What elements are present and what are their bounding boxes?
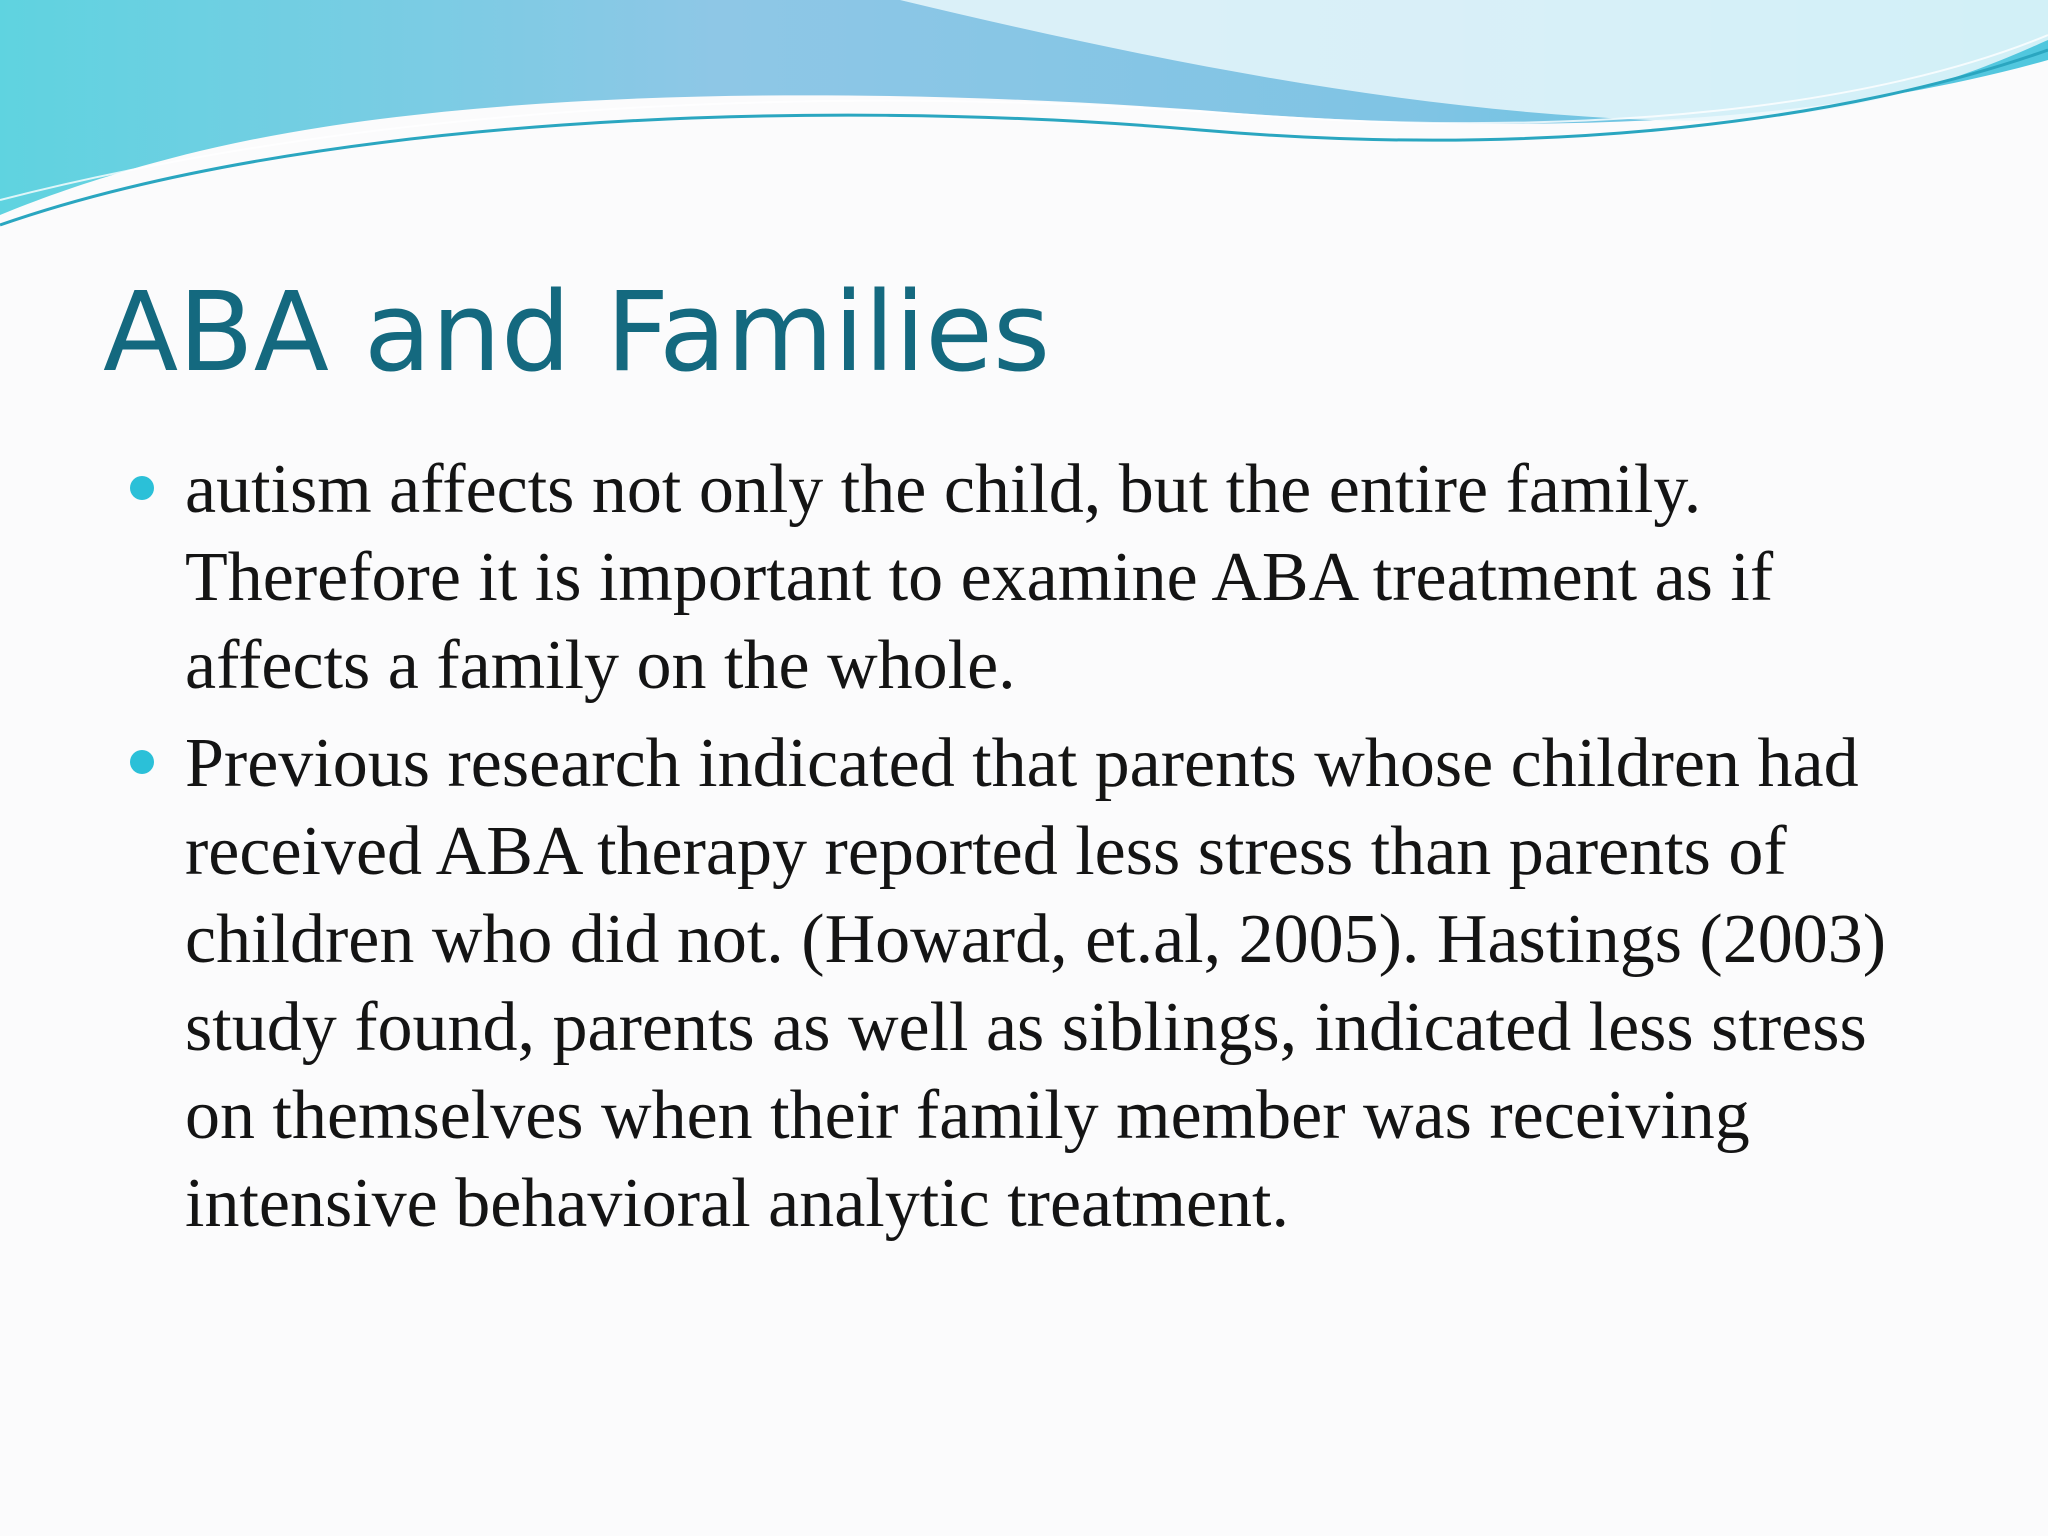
bullet-dot-icon (130, 476, 154, 500)
bullet-item (130, 446, 1930, 710)
slide-title: ABA and Families (103, 268, 1051, 396)
bullet-list (130, 446, 1930, 1258)
bullet-text: Previous research indicated that parents whose children had received ABA therapy reported less stress than parents of children who did not. (Howard, et.al, 2005). Hastings (2003) study found, parents as well as siblings, indicated less stress on themselves when their family member was receiving intensive behavioral analytic treatment. (185, 725, 1887, 1242)
bullet-dot-icon (130, 750, 154, 774)
header-wave-decoration (0, 0, 2048, 240)
bullet-item (130, 720, 1930, 1248)
bullet-text: autism affects not only the child, but the entire family. Therefore it is important to examine ABA treatment as if affects a family on the whole. (185, 451, 1774, 704)
